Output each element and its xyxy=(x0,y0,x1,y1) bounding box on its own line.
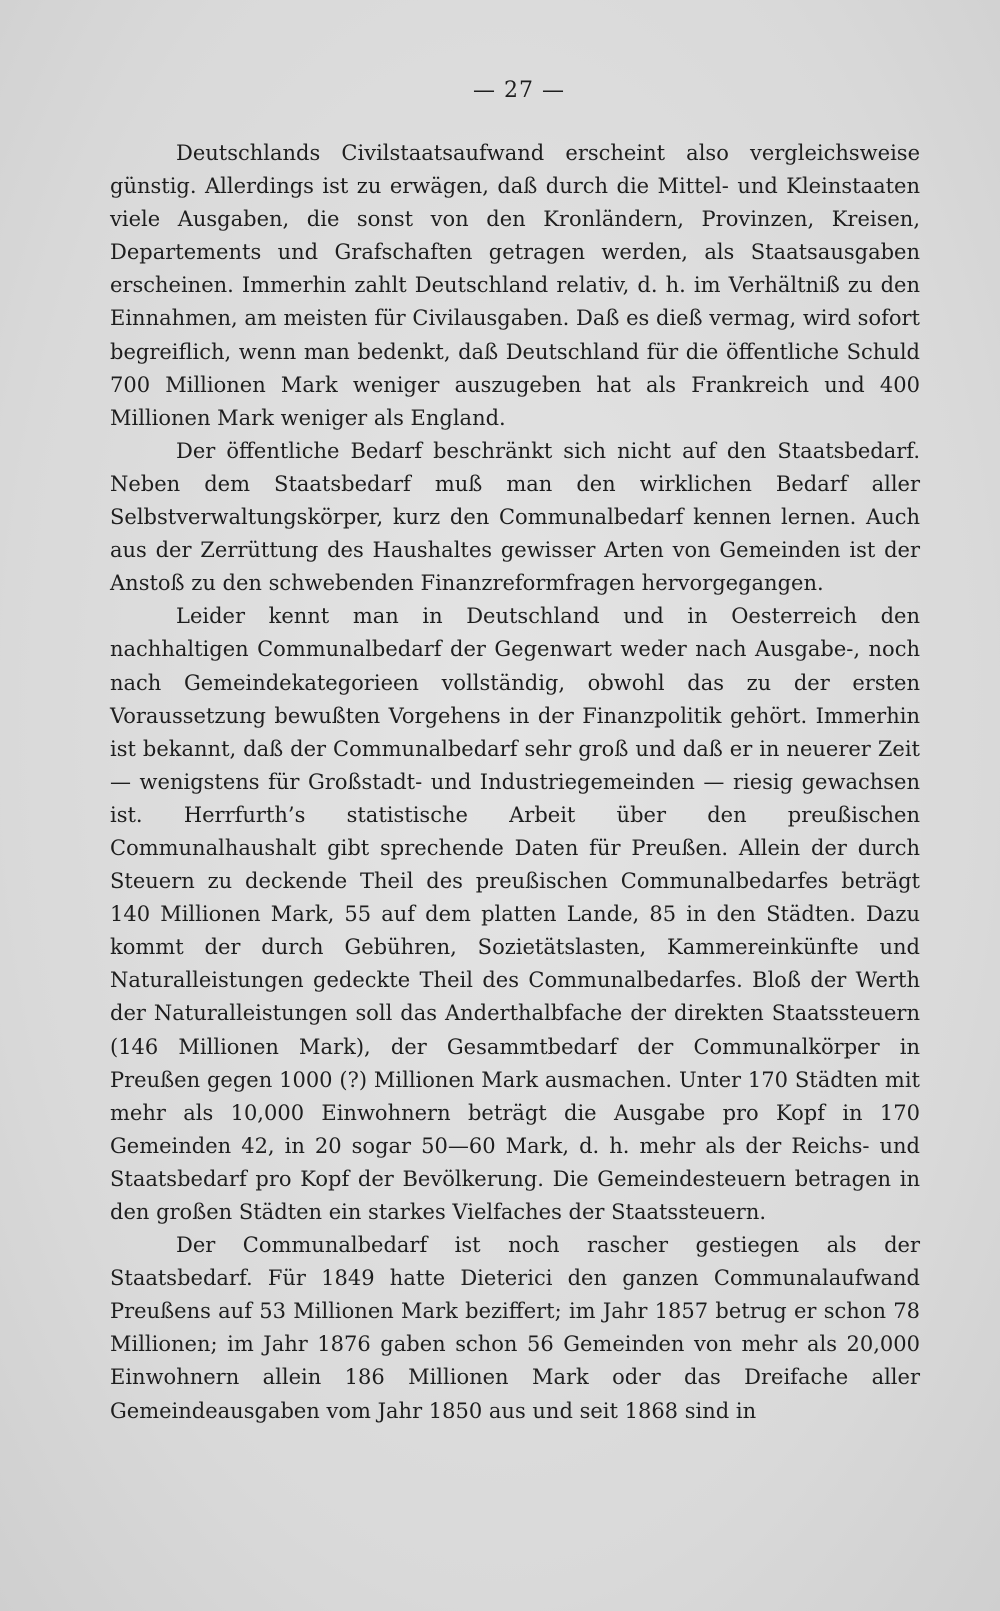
page-number: — 27 — xyxy=(473,78,565,103)
paragraph-civil-expenditure: Deutschlands Civilstaatsaufwand erscheint also vergleichsweise günstig. Allerdings ist zu erwägen, daß durch die Mittel- und Kleinstaaten viele Ausgaben, die sonst von den Kronländern, Provinzen, Kreisen, Departements und Grafschaften getragen werden, als Staatsausgaben erscheinen. Immerhin zahlt Deutschland relativ, d. h. im Verhältniß zu den Einnahmen, am meisten für Civilausgaben. Daß es dieß vermag, wird sofort begreiflich, wenn man bedenkt, daß Deutschland für die öffentliche Schuld 700 Millionen Mark weniger auszugeben hat als Frankreich und 400 Millionen Mark weniger als England. xyxy=(110,141,920,430)
paragraph-public-demand: Der öffentliche Bedarf beschränkt sich nicht auf den Staatsbedarf. Neben dem Staatsbedarf muß man den wirklichen Bedarf aller Selbstverwaltungskörper, kurz den Communalbedarf kennen lernen. Auch aus der Zerrüttung des Haushaltes gewisser Arten von Gemeinden ist der Anstoß zu den schwebenden Finanzreformfragen hervorgegangen. xyxy=(110,438,920,596)
paragraph-communal-demand: Leider kennt man in Deutschland und in Oesterreich den nachhaltigen Communalbedarf der Gegenwart weder nach Ausgabe-, noch nach Gemeindekategorieen vollständig, obwohl das zu der ersten Voraussetzung bewußten Vorgehens in der Finanzpolitik gehört. Immerhin ist bekannt, daß der Communalbedarf sehr groß und daß er in neuerer Zeit — wenigstens für Großstadt- und Industriegemeinden — riesig gewachsen ist. Herrfurth’s statistische Arbeit über den preußischen Communalhaushalt gibt sprechende Daten für Preußen. Allein der durch Steuern zu deckende Theil des preußischen Communalbedarfes beträgt 140 Millionen Mark, 55 auf dem platten Lande, 85 in den Städten. Dazu kommt der durch Gebühren, Sozietätslasten, Kammereinkünfte und Naturalleistungen gedeckte Theil des Communalbedarfes. Bloß der Werth der Naturalleistungen soll das Anderthalbfache der direkten Staatssteuern (146 Millionen Mark), der Gesammtbedarf der Communalkörper in Preußen gegen 1000 (?) Millionen Mark ausmachen. Unter 170 Städten mit mehr als 10,000 Einwohnern beträgt die Ausgabe pro Kopf in 170 Gemeinden 42, in 20 sogar 50—60 Mark, d. h. mehr als der Reichs- und Staatsbedarf pro Kopf der Bevölkerung. Die Gemeindesteuern betragen in den großen Städten ein starkes Vielfaches der Staatssteuern. xyxy=(110,604,920,1224)
paragraph-communal-growth: Der Communalbedarf ist noch rascher gestiegen als der Staatsbedarf. Für 1849 hatte Dieterici den ganzen Communalaufwand Preußens auf 53 Millionen Mark beziffert; im Jahr 1857 betrug er schon 78 Millionen; im Jahr 1876 gaben schon 56 Gemeinden von mehr als 20,000 Einwohnern allein 186 Millionen Mark oder das Dreifache aller Gemeindeausgaben vom Jahr 1850 aus und seit 1868 sind in xyxy=(110,1233,920,1423)
